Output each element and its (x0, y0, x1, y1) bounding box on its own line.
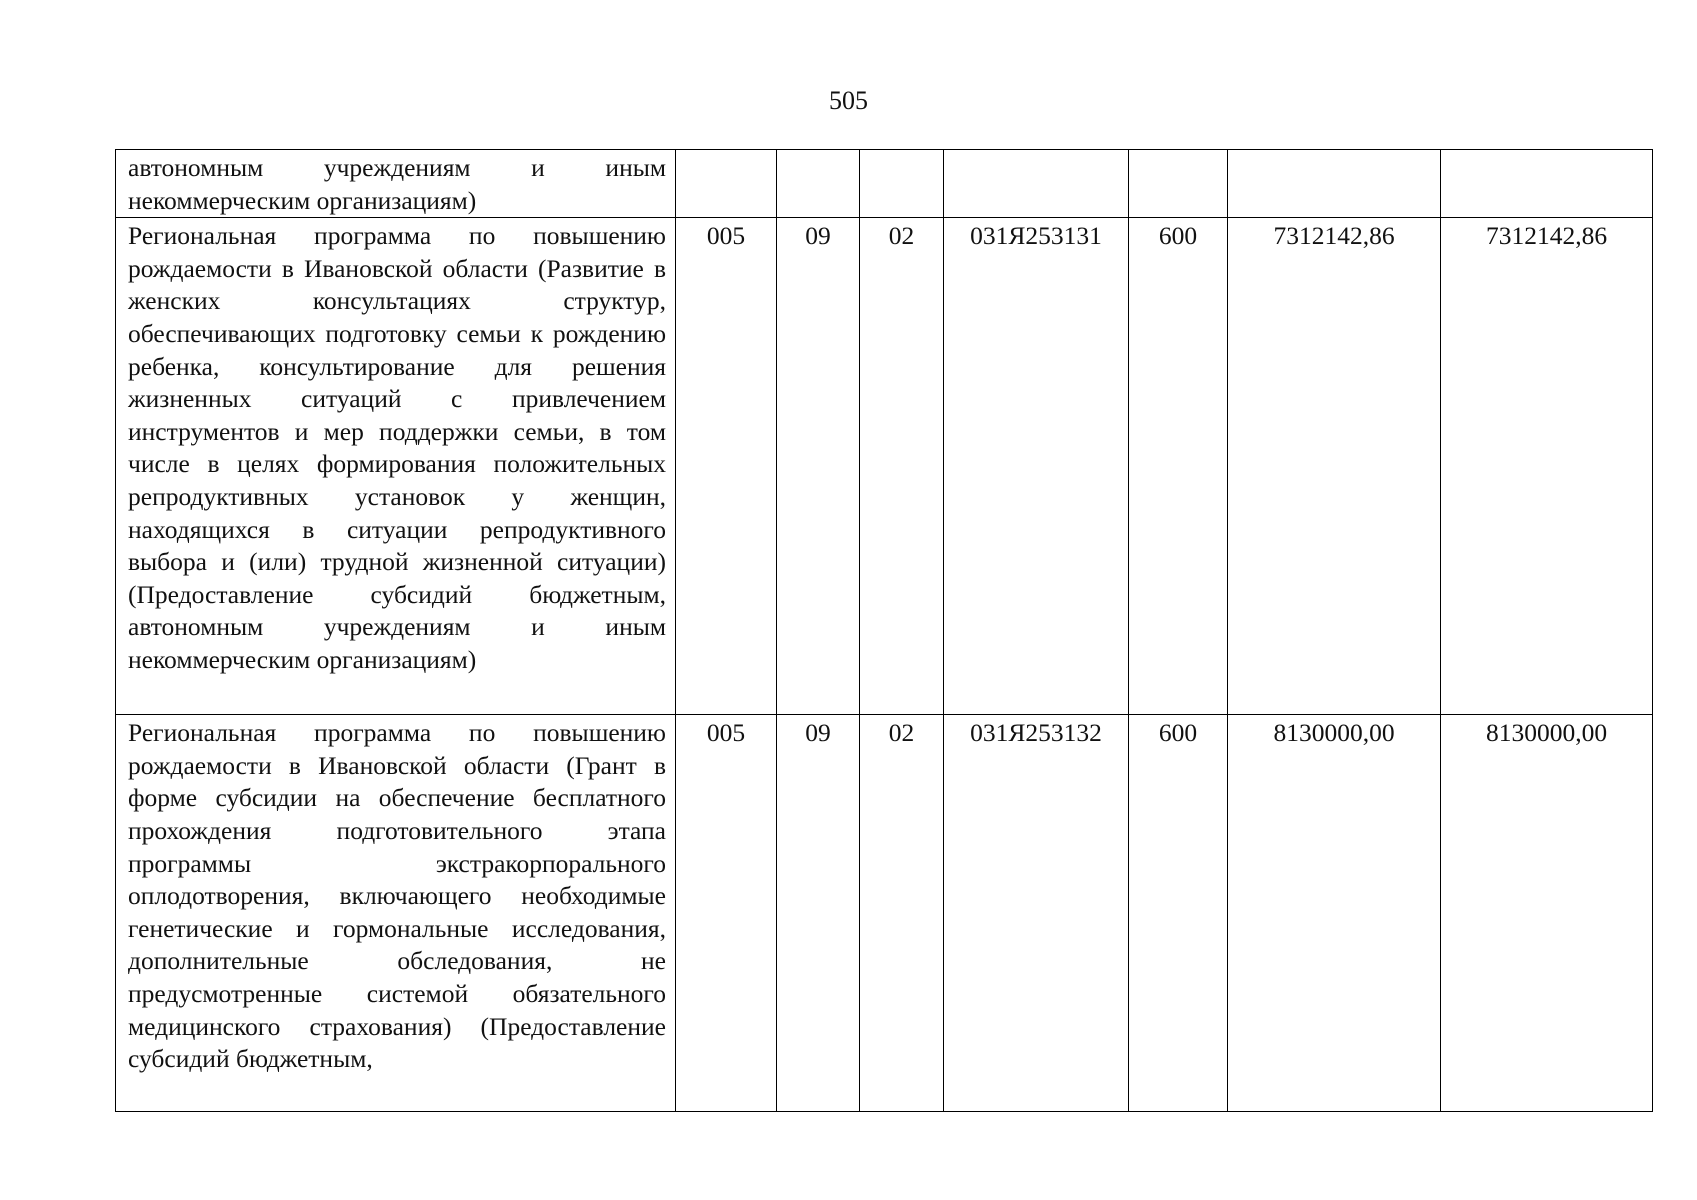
amount-1 (1228, 150, 1441, 218)
target-article-code: 031Я253131 (944, 218, 1129, 715)
table-row (116, 150, 1653, 218)
table-row (116, 218, 1653, 715)
amount-2: 7312142,86 (1441, 218, 1653, 715)
target-article-code (944, 150, 1129, 218)
section-code (777, 150, 860, 218)
row-description: Региональная программа по повышению рождаемости в Ивановской области (Развитие в женских консультациях структур, обеспечивающих подготовку семьи к рождению ребенка, консультирование для решения жизненных ситуаций с привлечением инструментов и мер поддержки семьи, в том числе в целях формирования положительных репродуктивных установок у женщин, находящихся в ситуации репродуктивного выбора и (или) трудной жизненной ситуации) (Предоставление субсидий бюджетным, автономным учреждениям и иным некоммерческим организациям) (116, 218, 676, 715)
row-description: автономным учреждениям и иным некоммерческим организациям) (116, 150, 676, 218)
expense-type-code (1129, 150, 1228, 218)
subsection-code: 02 (860, 218, 944, 715)
expense-type-code: 600 (1129, 715, 1228, 1112)
subsection-code (860, 150, 944, 218)
section-code: 09 (777, 715, 860, 1112)
amount-1: 8130000,00 (1228, 715, 1441, 1112)
grbs-code: 005 (676, 218, 777, 715)
amount-2 (1441, 150, 1653, 218)
amount-1: 7312142,86 (1228, 218, 1441, 715)
grbs-code: 005 (676, 715, 777, 1112)
target-article-code: 031Я253132 (944, 715, 1129, 1112)
page-number: 505 (829, 86, 868, 115)
section-code: 09 (777, 218, 860, 715)
subsection-code: 02 (860, 715, 944, 1112)
row-description: Региональная программа по повышению рождаемости в Ивановской области (Грант в форме субсидии на обеспечение бесплатного прохождения подготовительного этапа программы экстракорпорального оплодотворения, включающего необходимые генетические и гормональные исследования, дополнительные обследования, не предусмотренные системой обязательного медицинского страхования) (Предоставление субсидий бюджетным, (116, 715, 676, 1112)
grbs-code (676, 150, 777, 218)
expense-type-code: 600 (1129, 218, 1228, 715)
amount-2: 8130000,00 (1441, 715, 1653, 1112)
budget-table (115, 149, 1653, 1112)
table-row (116, 715, 1653, 1112)
